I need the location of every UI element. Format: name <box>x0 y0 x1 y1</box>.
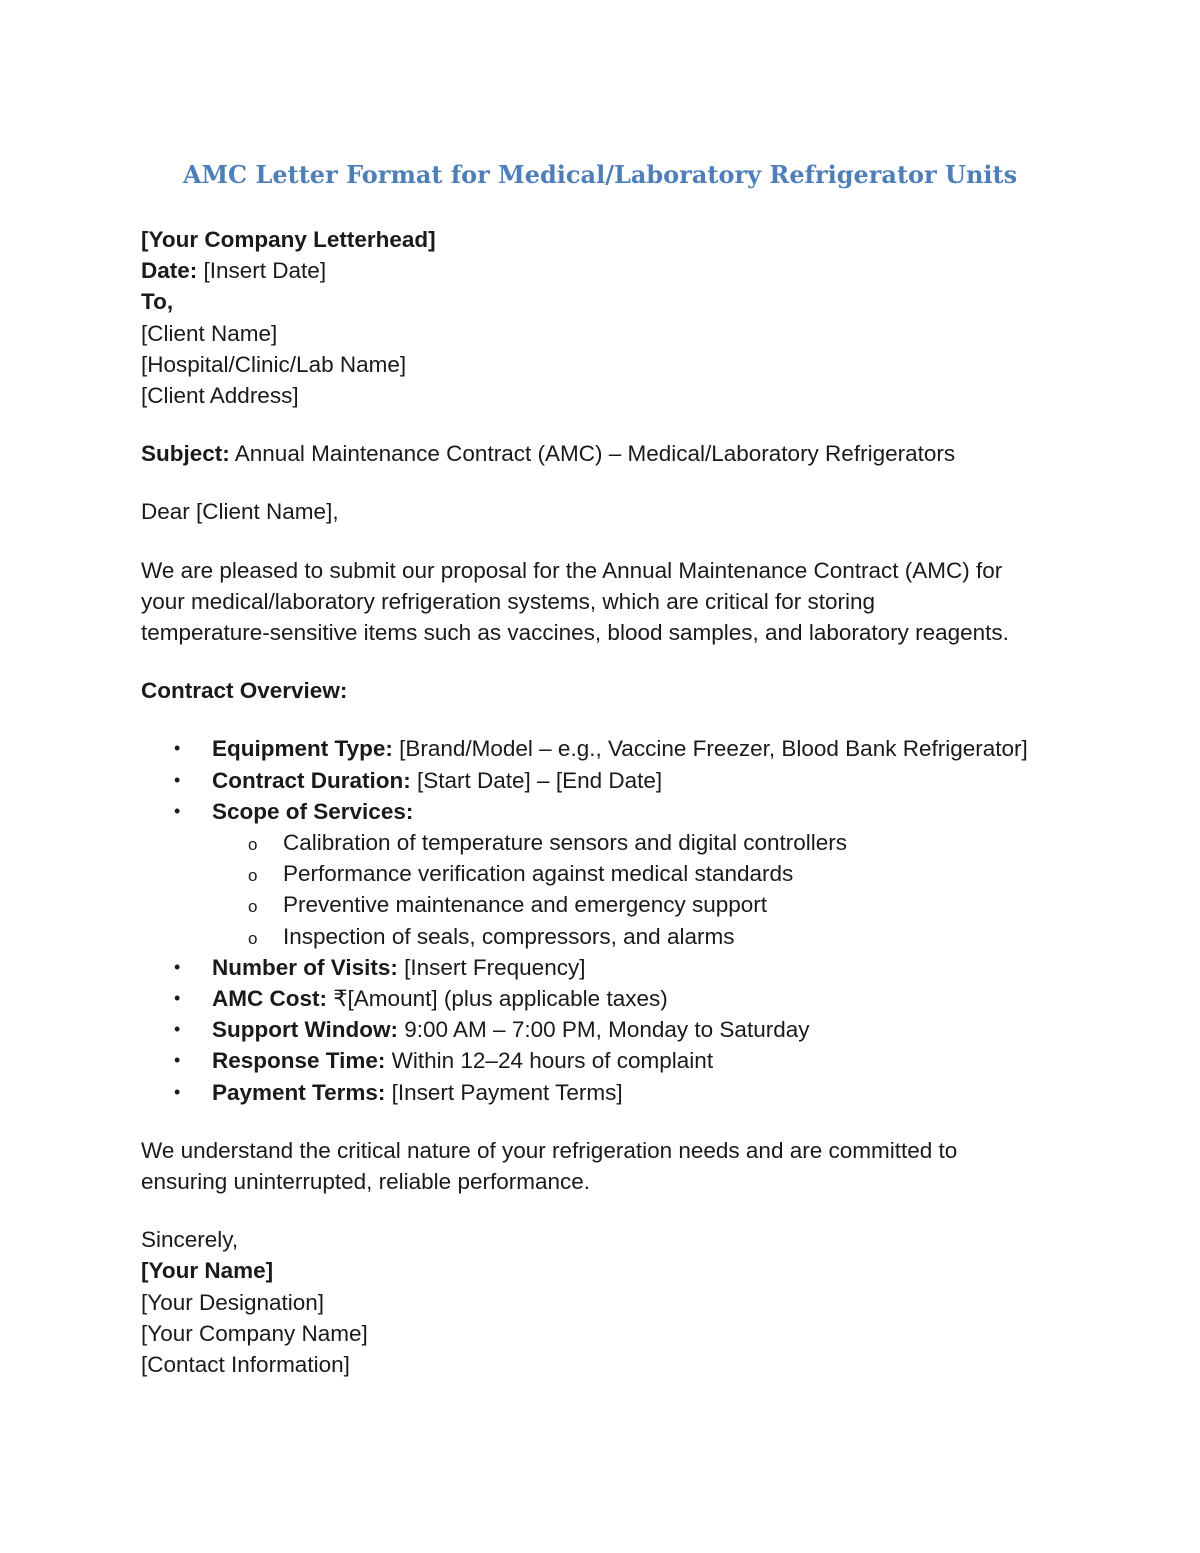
client-address: [Client Address] <box>141 383 299 409</box>
date-value: [Insert Date] <box>197 258 327 284</box>
signer-name <box>141 1255 1081 1286</box>
bullet-icon: • <box>174 1081 181 1102</box>
list-item-equipment <box>141 733 1081 764</box>
signature-block <box>141 1224 1081 1380</box>
item-value: ₹[Amount] (plus applicable taxes) <box>326 986 668 1012</box>
sub-item-text: Calibration of temperature sensors and digital controllers <box>283 830 848 856</box>
contract-overview-list <box>141 733 1081 1107</box>
item-label: Equipment Type: <box>212 736 393 762</box>
subject-label: Subject: <box>141 441 230 467</box>
item-label: AMC Cost: <box>212 986 327 1012</box>
overview-heading-text: Contract Overview: <box>141 678 348 704</box>
bullet-icon: • <box>174 1050 181 1071</box>
intro-line: temperature-sensitive items such as vaccines, blood samples, and laboratory reagents. <box>141 620 1009 646</box>
item-value: [Insert Frequency] <box>397 954 586 980</box>
letter-header <box>141 224 1081 411</box>
signer-contact: [Contact Information] <box>141 1352 350 1378</box>
document-title: AMC Letter Format for Medical/Laboratory Refrigerator Units <box>182 160 1018 189</box>
sub-list-item <box>212 889 1081 920</box>
bullet-icon: • <box>174 769 181 790</box>
signer-name-text: [Your Name] <box>141 1258 274 1284</box>
date-line <box>141 255 1081 286</box>
intro-line: We are pleased to submit our proposal for the Annual Maintenance Contract (AMC) for <box>141 557 1003 583</box>
sub-item-text: Preventive maintenance and emergency support <box>283 892 768 918</box>
sub-list-item <box>212 921 1081 952</box>
closing-word: Sincerely, <box>141 1227 239 1253</box>
item-label: Payment Terms: <box>212 1079 386 1105</box>
item-label: Contract Duration: <box>212 767 411 793</box>
bullet-icon: • <box>174 956 181 977</box>
signer-company: [Your Company Name] <box>141 1320 368 1346</box>
scope-sublist <box>212 827 1081 952</box>
list-item-cost <box>141 983 1081 1014</box>
subject-line <box>141 438 1081 469</box>
list-item-scope <box>141 796 1081 952</box>
sub-item-text: Performance verification against medical standards <box>283 861 794 887</box>
item-label: Number of Visits: <box>212 954 398 980</box>
overview-heading <box>141 675 1081 706</box>
to-line <box>141 286 1081 317</box>
list-item-visits <box>141 952 1081 983</box>
sub-bullet-icon: o <box>248 897 258 917</box>
letter-body <box>141 224 1081 1380</box>
item-value: Within 12–24 hours of complaint <box>385 1048 714 1074</box>
closing-line: ensuring uninterrupted, reliable performance. <box>141 1169 591 1195</box>
intro-line: your medical/laboratory refrigeration systems, which are critical for storing <box>141 588 876 614</box>
sub-list-item <box>212 858 1081 889</box>
closing-paragraph <box>141 1135 1081 1197</box>
salutation: Dear [Client Name], <box>141 499 339 525</box>
item-label: Response Time: <box>212 1048 386 1074</box>
item-value: 9:00 AM – 7:00 PM, Monday to Saturday <box>398 1017 810 1043</box>
item-value: [Insert Payment Terms] <box>385 1079 623 1105</box>
list-item-support <box>141 1014 1081 1045</box>
facility-name: [Hospital/Clinic/Lab Name] <box>141 351 407 377</box>
item-label: Scope of Services: <box>212 798 414 824</box>
item-value: [Start Date] – [End Date] <box>410 767 663 793</box>
sub-bullet-icon: o <box>248 866 258 886</box>
date-label: Date: <box>141 258 198 284</box>
sub-list-item <box>212 827 1081 858</box>
intro-paragraph <box>141 555 1081 649</box>
subject-value: Annual Maintenance Contract (AMC) – Medical/Laboratory Refrigerators <box>229 441 956 467</box>
bullet-icon: • <box>174 738 181 759</box>
client-name: [Client Name] <box>141 320 278 346</box>
list-item-payment <box>141 1077 1081 1108</box>
letterhead <box>141 224 1081 255</box>
closing-line: We understand the critical nature of your refrigeration needs and are committed to <box>141 1137 958 1163</box>
sub-bullet-icon: o <box>248 928 258 948</box>
sub-item-text: Inspection of seals, compressors, and alarms <box>283 923 735 949</box>
bullet-icon: • <box>174 988 181 1009</box>
list-item-duration <box>141 765 1081 796</box>
bullet-icon: • <box>174 1019 181 1040</box>
signer-designation: [Your Designation] <box>141 1289 325 1315</box>
bullet-icon: • <box>174 800 181 821</box>
sub-bullet-icon: o <box>248 835 258 855</box>
item-value: [Brand/Model – e.g., Vaccine Freezer, Blood Bank Refrigerator] <box>392 736 1028 762</box>
item-label: Support Window: <box>212 1017 398 1043</box>
list-item-response <box>141 1045 1081 1076</box>
to-label: To, <box>141 289 174 315</box>
letterhead-text: [Your Company Letterhead] <box>141 227 436 252</box>
